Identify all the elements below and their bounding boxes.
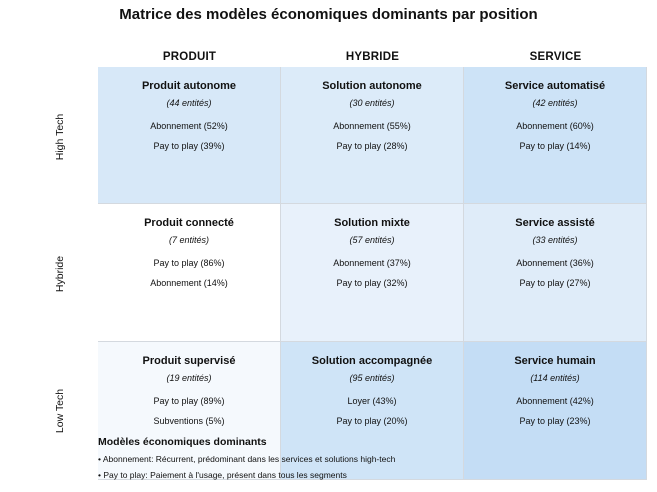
- row-header-high-tech-label: High Tech: [54, 113, 66, 161]
- cell-high-tech-service: [464, 67, 647, 204]
- cell-title: Service automatisé: [504, 80, 606, 92]
- cell-count: (114 entités): [530, 373, 580, 383]
- cell-title: Produit autonome: [141, 80, 237, 92]
- cell-title: Produit supervisé: [142, 355, 236, 367]
- cell-model-secondary: Pay to play (39%): [153, 141, 225, 151]
- column-header-service: SERVICE: [529, 51, 582, 63]
- cell-count: (95 entités): [349, 373, 395, 383]
- cell-model-primary: Abonnement (55%): [333, 121, 411, 131]
- cell-model-primary: Abonnement (42%): [516, 396, 594, 406]
- cell-count: (19 entités): [166, 373, 212, 383]
- cell-title: Service humain: [514, 355, 596, 367]
- cell-high-tech-hybride: [281, 67, 464, 204]
- matrix-grid: [98, 67, 647, 480]
- cell-count: (7 entités): [168, 235, 210, 245]
- legend-item-pay-to-play: • Pay to play: Paiement à l'usage, présent dans tous les segments: [98, 470, 347, 480]
- cell-model-primary: Abonnement (36%): [516, 258, 594, 268]
- chart-title: Matrice des modèles économiques dominants par position: [119, 6, 538, 23]
- cell-count: (33 entités): [532, 235, 578, 245]
- cell-low-tech-service: [464, 342, 647, 480]
- column-header-hybride: HYBRIDE: [345, 51, 400, 63]
- cell-hybride-hybride: [281, 204, 464, 342]
- cell-title: Solution autonome: [322, 80, 422, 92]
- cell-model-primary: Abonnement (52%): [150, 121, 228, 131]
- legend-title: Modèles économiques dominants: [98, 436, 267, 448]
- cell-count: (30 entités): [349, 98, 395, 108]
- cell-title: Solution accompagnée: [311, 355, 433, 367]
- cell-hybride-produit: [98, 204, 281, 342]
- cell-count: (42 entités): [532, 98, 578, 108]
- cell-model-primary: Pay to play (86%): [153, 258, 225, 268]
- cell-model-primary: Loyer (43%): [347, 396, 397, 406]
- cell-model-secondary: Pay to play (20%): [336, 416, 408, 426]
- cell-hybride-service: [464, 204, 647, 342]
- cell-count: (57 entités): [349, 235, 395, 245]
- column-header-produit: PRODUIT: [162, 51, 217, 63]
- cell-title: Service assisté: [515, 217, 595, 229]
- cell-model-secondary: Pay to play (32%): [336, 278, 408, 288]
- cell-model-primary: Pay to play (89%): [153, 396, 225, 406]
- cell-model-primary: Abonnement (60%): [516, 121, 594, 131]
- cell-model-secondary: Pay to play (27%): [519, 278, 591, 288]
- row-header-hybride-label: Hybride: [54, 255, 66, 293]
- cell-high-tech-produit: [98, 67, 281, 204]
- cell-title: Solution mixte: [334, 217, 410, 229]
- row-header-low-tech-label: Low Tech: [54, 388, 66, 434]
- cell-model-secondary: Pay to play (28%): [336, 141, 408, 151]
- cell-model-primary: Abonnement (37%): [333, 258, 411, 268]
- legend: [98, 436, 468, 486]
- cell-model-secondary: Pay to play (23%): [519, 416, 591, 426]
- legend-item-abonnement: • Abonnement: Récurrent, prédominant dans les services et solutions high-tech: [98, 454, 396, 464]
- cell-model-secondary: Pay to play (14%): [519, 141, 591, 151]
- cell-count: (44 entités): [166, 98, 212, 108]
- cell-model-secondary: Abonnement (14%): [150, 278, 228, 288]
- cell-title: Produit connecté: [144, 217, 234, 229]
- cell-model-secondary: Subventions (5%): [153, 416, 225, 426]
